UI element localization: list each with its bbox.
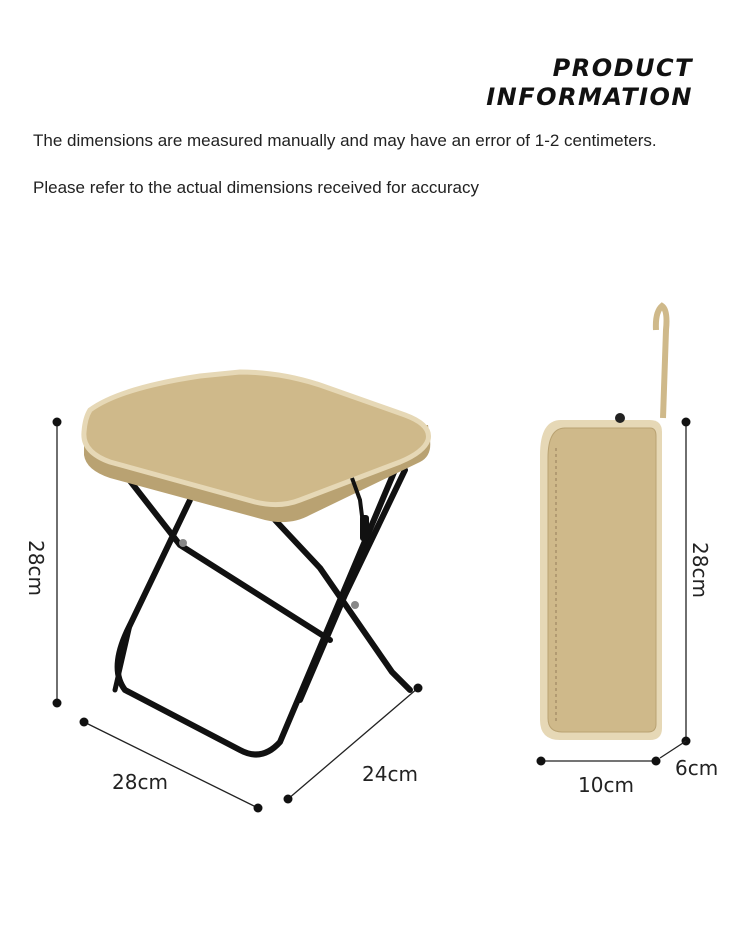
accuracy-note: Please refer to the actual dimensions received for accuracy [33, 178, 480, 197]
measurement-note: The dimensions are measured manually and may have an error of 1-2 centimeters. [33, 131, 657, 150]
stool-height-label: 28cm [23, 540, 48, 596]
bag-thickness-label: 6cm [675, 756, 719, 780]
folded-bag [540, 306, 667, 740]
rivet-icon [351, 601, 359, 609]
rivet-icon [179, 539, 187, 547]
stool-depth-label: 24cm [362, 762, 418, 786]
bag-width-label: 10cm [578, 773, 634, 797]
stool-width-label: 28cm [112, 770, 168, 794]
title-line-2: INFORMATION [486, 83, 693, 111]
title-line-1: PRODUCT [552, 54, 693, 82]
bag-height-label: 28cm [687, 542, 712, 598]
